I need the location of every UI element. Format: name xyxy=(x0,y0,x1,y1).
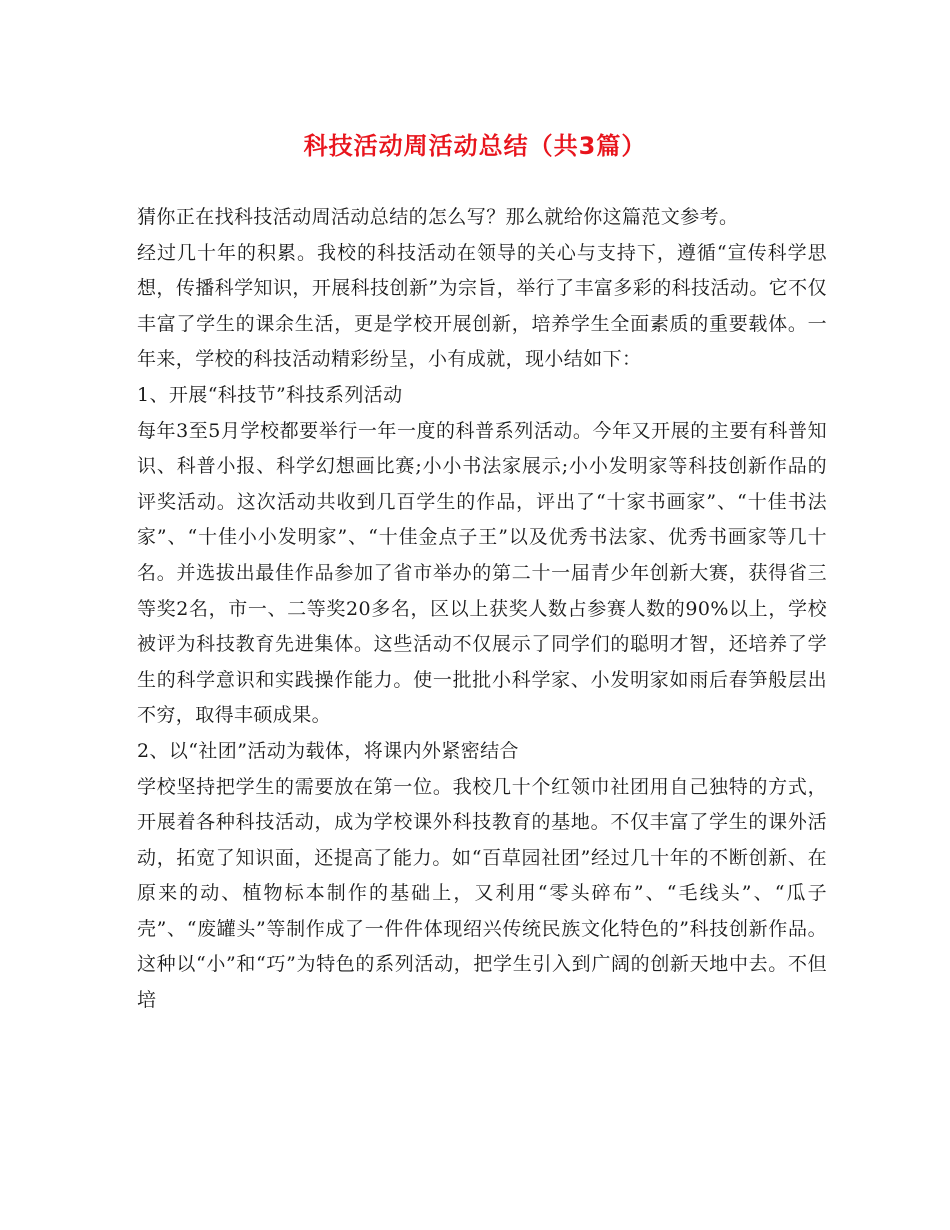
document-title: 科技活动周活动总结（共3篇） xyxy=(303,132,647,160)
section-2-paragraph: 学校坚持把学生的需要放在第一位。我校几十个红领巾社团用自己独特的方式，开展着各种科技活动，成为学校课外科技教育的基地。不仅丰富了学生的课外活动，拓宽了知识面，还提高了能力。如“百草园社团”经过几十年的不断创新、在原来的动、植物标本制作的基础上，又利用“零头碎布”、“毛线头”、“瓜子壳”、“废罐头”等制作成了一件件体现绍兴传统民族文化特色的”科技创新作品。这种以“小”和“巧”为特色的系列活动，把学生引入到广阔的创新天地中去。不但培 xyxy=(137,775,827,1012)
intro-paragraph: 猜你正在找科技活动周活动总结的怎么写？那么就给你这篇范文参考。 xyxy=(137,206,739,228)
section-heading-2: 2、以“社团”活动为载体，将课内外紧密结合 xyxy=(137,739,519,762)
section-heading-1: 1、开展“科技节”科技系列活动 xyxy=(137,383,403,406)
document-body xyxy=(137,200,827,1019)
section-1-paragraph: 每年3至5月学校都要举行一年一度的科普系列活动。今年又开展的主要有科普知识、科普小报、科学幻想画比赛;小小书法家展示;小小发明家等科技创新作品的评奖活动。这次活动共收到几百学生的作品，评出了“十家书画家”、“十佳书法家”、“十佳小小发明家”、“十佳金点子王”以及优秀书法家、优秀书画家等几十名。并选拔出最佳作品参加了省市举办的第二十一届青少年创新大赛，获得省三等奖2名，市一、二等奖20多名，区以上获奖人数占参赛人数的90%以上，学校被评为科技教育先进集体。这些活动不仅展示了同学们的聪明才智，还培养了学生的科学意识和实践操作能力。使一批批小科学家、小发明家如雨后春笋般层出不穷，取得丰硕成果。 xyxy=(137,419,827,727)
overview-paragraph: 经过几十年的积累。我校的科技活动在领导的关心与支持下，遵循“宣传科学思想，传播科学知识，开展科技创新”为宗旨，举行了丰富多彩的科技活动。它不仅丰富了学生的课余生活，更是学校开展创新，培养学生全面素质的重要载体。一年来，学校的科技活动精彩纷呈，小有成就，现小结如下： xyxy=(137,241,827,371)
